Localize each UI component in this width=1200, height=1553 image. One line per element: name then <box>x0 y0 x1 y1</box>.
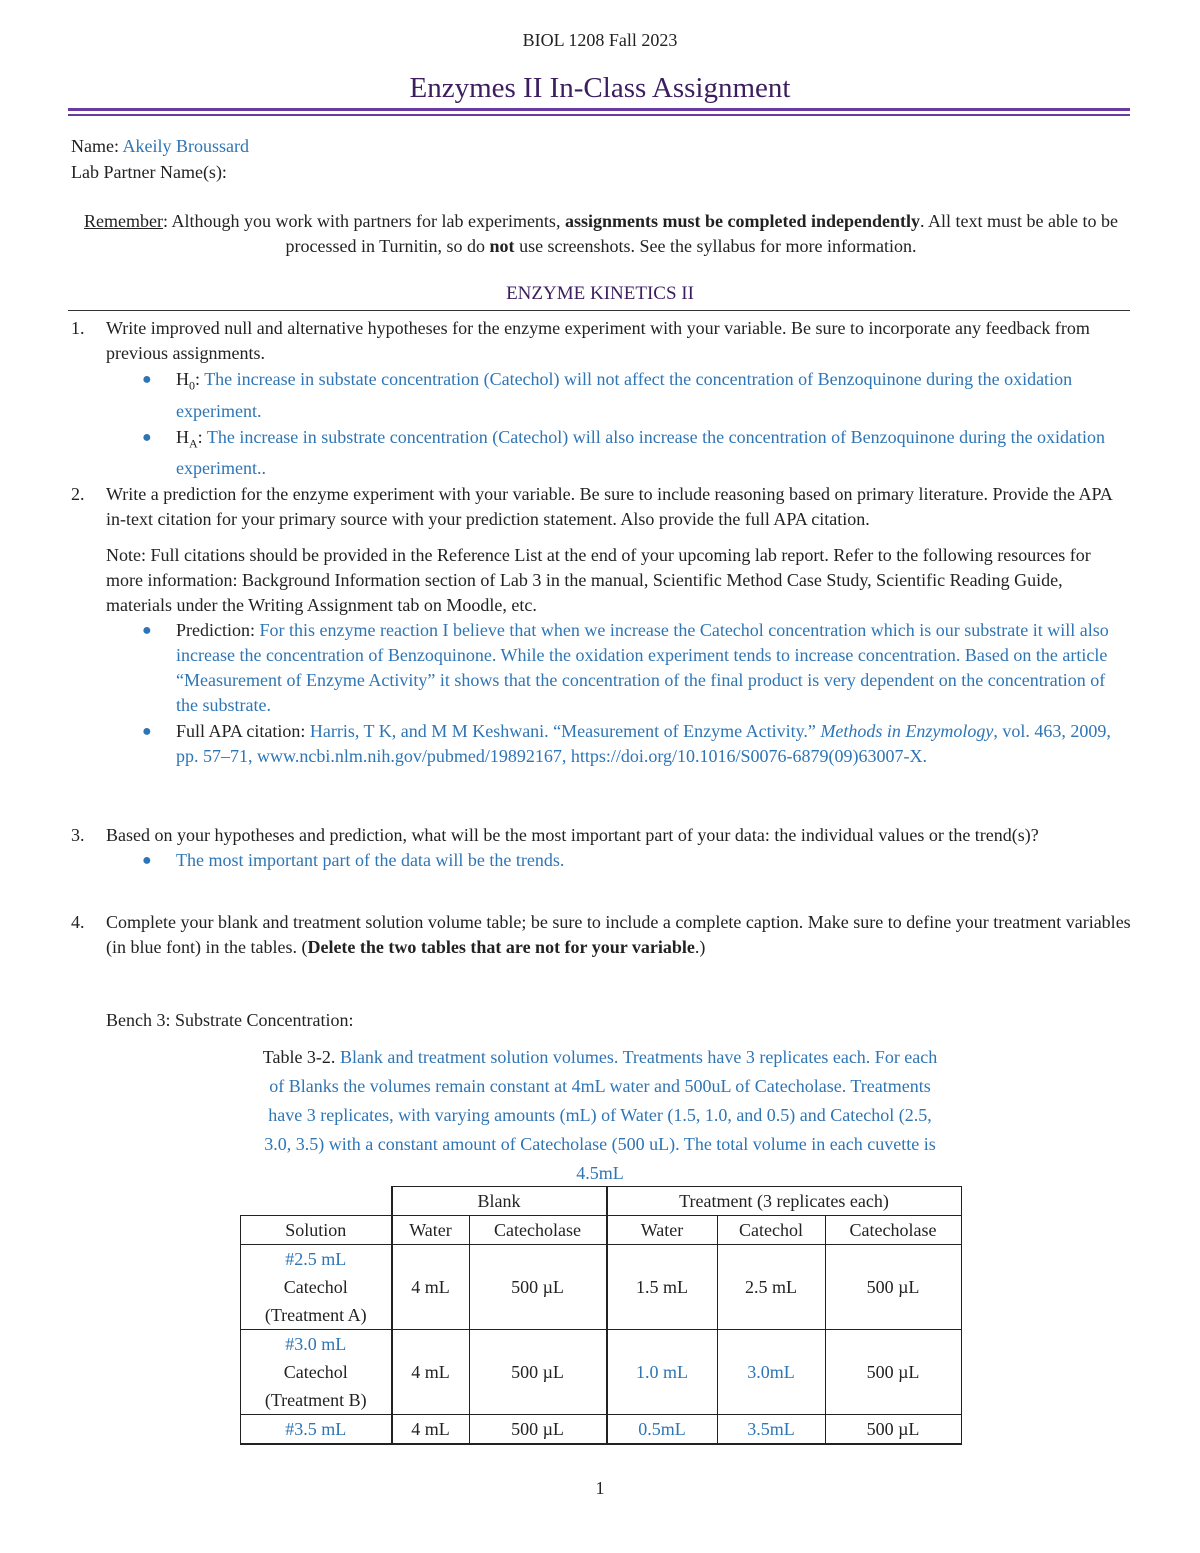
solution-cell: #3.5 mL <box>241 1415 392 1445</box>
bullet-icon: ● <box>142 371 152 388</box>
bullet-icon: ● <box>142 428 152 446</box>
citation-label: Full APA citation: <box>176 721 310 741</box>
question-4 <box>71 910 1131 960</box>
bench-label: Bench 3: Substrate Concentration: <box>106 1010 354 1030</box>
blank-catecholase-cell: 500 µL <box>469 1330 607 1415</box>
column-header-treatment-catechol: Catechol <box>717 1216 825 1245</box>
blank-catecholase-cell: 500 µL <box>469 1245 607 1330</box>
remember-text: use screenshots. See the syllabus for more information. <box>514 236 917 256</box>
solution-name: Catechol <box>283 1362 348 1382</box>
question-number: 4. <box>71 912 85 932</box>
table-empty-cell <box>241 1187 392 1216</box>
page-number: 1 <box>595 1478 605 1498</box>
caption-label: Table 3-2. <box>262 1047 340 1067</box>
remember-text: . All text must be able to be processed in Turnitin, so do <box>285 211 1118 256</box>
question-text: Write a prediction for the enzyme experiment with your variable. Be sure to include reasoning based on primary literature. Provide the APA in-text citation for your primary source with your prediction statement. Also provide the full APA citation. <box>106 484 1112 529</box>
question-bold-part: Delete the two tables that are not for your variable <box>307 937 695 957</box>
question-number: 1. <box>71 318 85 338</box>
remember-label: Remember <box>84 211 164 231</box>
column-header-catecholase: Catecholase <box>469 1216 607 1245</box>
blank-catecholase-cell: 500 µL <box>469 1415 607 1445</box>
citation-journal: Methods in Enzymology <box>820 721 994 741</box>
column-header-water: Water <box>392 1216 470 1245</box>
partner-label: Lab Partner Name(s): <box>71 162 227 182</box>
document-title: Enzymes II In-Class Assignment <box>409 72 791 104</box>
table-row <box>241 1245 962 1330</box>
question-2 <box>71 482 1131 769</box>
treatment-catechol-cell: 3.5mL <box>717 1415 825 1445</box>
solution-amount: #2.5 mL <box>285 1249 347 1269</box>
ha-subscript: A <box>189 436 198 451</box>
question-text: Based on your hypotheses and prediction, what will be the most important part of your data: the individual values or the trend(s)? <box>106 825 1039 845</box>
bullet-null-hypothesis: ● $H_0$: The increase in substate concentration (Catechol) will not affect the concentration of Benzoquinone during the oxidation experiment. <box>142 369 1073 421</box>
remember-note <box>71 209 1131 259</box>
course-header: BIOL 1208 Fall 2023 <box>522 30 678 50</box>
question-text-part: Complete your blank and treatment solution volume table; be sure to include a complete caption. Make sure to define your treatment variables (in blue font) in the tables. ( <box>106 912 1131 957</box>
column-header-treatment-catecholase: Catecholase <box>825 1216 961 1245</box>
question-number: 2. <box>71 484 85 504</box>
bullet-icon: ● <box>142 723 152 740</box>
blank-water-cell: 4 mL <box>392 1415 470 1445</box>
table-column-header-row <box>241 1216 962 1245</box>
bullet-citation <box>106 719 1131 769</box>
table-caption <box>255 1043 945 1188</box>
treatment-water-cell: 1.5 mL <box>607 1245 718 1330</box>
bullet-icon: ● <box>142 852 152 869</box>
trend-answer: The most important part of the data will be the trends. <box>176 850 565 870</box>
treatment-catechol-cell: 3.0mL <box>717 1330 825 1415</box>
treatment-catecholase-cell: 500 µL <box>825 1415 961 1445</box>
solution-volume-table <box>240 1186 962 1445</box>
table-row <box>241 1330 962 1415</box>
h0-label: H <box>176 369 189 389</box>
treatment-catecholase-cell: 500 µL <box>825 1330 961 1415</box>
solution-name: Catechol <box>283 1277 348 1297</box>
column-header-treatment-water: Water <box>607 1216 718 1245</box>
group-header-blank: Blank <box>392 1187 607 1216</box>
column-header-solution: Solution <box>241 1216 392 1245</box>
solution-treatment: (Treatment B) <box>264 1390 367 1410</box>
name-value: Akeily Broussard <box>122 136 249 156</box>
solution-amount: #3.0 mL <box>285 1334 347 1354</box>
solution-treatment: (Treatment A) <box>264 1305 367 1325</box>
question-number: 3. <box>71 825 85 845</box>
treatment-catechol-cell: 2.5 mL <box>717 1245 825 1330</box>
ha-answer: The increase in substrate concentration (Catechol) will also increase the concentration of Benzoquinone during the oxidation experiment.. <box>176 426 1106 479</box>
h0-answer: The increase in substate concentration (Catechol) will not affect the concentration of Benzoquinone during the oxidation experiment. <box>176 369 1073 421</box>
bullet-icon: ● <box>142 622 152 639</box>
solution-cell <box>241 1245 392 1330</box>
question-text <box>106 910 1131 960</box>
citation-text: Harris, T K, and M M Keshwani. “Measurement of Enzyme Activity.” <box>309 721 821 741</box>
group-header-treatment: Treatment (3 replicates each) <box>607 1187 962 1216</box>
bullet-prediction <box>106 618 1131 718</box>
partner-line <box>71 162 227 183</box>
prediction-answer: For this enzyme reaction I believe that when we increase the Catechol concentration which is our substrate it will also increase the concentration of Benzoquinone. While the oxidation experiment tends to increase concentration. Based on the article “Measurement of Enzyme Activity” it shows that the concentration of the final product is very dependent on the concentration of the substrate. <box>176 620 1109 715</box>
question-text: Write improved null and alternative hypotheses for the enzyme experiment with your variable. Be sure to incorporate any feedback from previous assignments. <box>106 318 1090 363</box>
bullet-alt-hypothesis: ● $H_A$: The increase in substrate concentration (Catechol) will also increase the concentration of Benzoquinone during the oxidation experiment.. <box>142 426 1106 479</box>
treatment-catecholase-cell: 500 µL <box>825 1245 961 1330</box>
h0-subscript: 0 <box>189 378 195 393</box>
prediction-label: Prediction: <box>176 620 260 640</box>
question-1 <box>71 316 1131 481</box>
bullet-trend-answer <box>106 848 1131 873</box>
title-rule-top <box>68 108 1130 111</box>
blank-water-cell: 4 mL <box>392 1330 470 1415</box>
remember-bold: assignments must be completed independently <box>564 211 920 231</box>
name-line <box>71 136 249 157</box>
ha-label: H <box>176 426 189 447</box>
table-row <box>241 1415 962 1445</box>
section-title: ENZYME KINETICS II <box>506 283 694 304</box>
solution-cell <box>241 1330 392 1415</box>
question-3 <box>71 823 1131 873</box>
section-rule <box>68 310 1130 311</box>
name-label: Name: <box>71 136 119 156</box>
table-group-header-row <box>241 1187 962 1216</box>
question-text-part: .) <box>694 937 706 957</box>
treatment-water-cell: 0.5mL <box>607 1415 718 1445</box>
remember-text: : Although you work with partners for lab experiments, <box>163 211 565 231</box>
citation-text: , vol. 463, 2009, pp. 57–71, www.ncbi.nlm.nih.gov/pubmed/19892167, https://doi.org/10.1016/S0076-6879(09)63007-X. <box>176 721 1111 766</box>
blank-water-cell: 4 mL <box>392 1245 470 1330</box>
caption-text: Blank and treatment solution volumes. Treatments have 3 replicates each. For each of Blanks the volumes remain constant at 4mL water and 500uL of Catecholase. Treatments have 3 replicates, with varying amounts (mL) of Water (1.5, 1.0, and 0.5) and Catechol (2.5, 3.0, 3.5) with a constant amount of Catecholase (500 uL). The total volume in each cuvette is 4.5mL <box>264 1047 938 1183</box>
remember-bold: not <box>489 236 515 256</box>
title-rule-bottom <box>68 114 1130 116</box>
treatment-water-cell: 1.0 mL <box>607 1330 718 1415</box>
citation-note: Note: Full citations should be provided in the Reference List at the end of your upcoming lab report. Refer to the following resources for more information: Background Information section of Lab 3 in the manual, Scientific Method Case Study, Scientific Reading Guide, materials under the Writing Assignment tab on Moodle, etc. <box>106 545 1091 615</box>
